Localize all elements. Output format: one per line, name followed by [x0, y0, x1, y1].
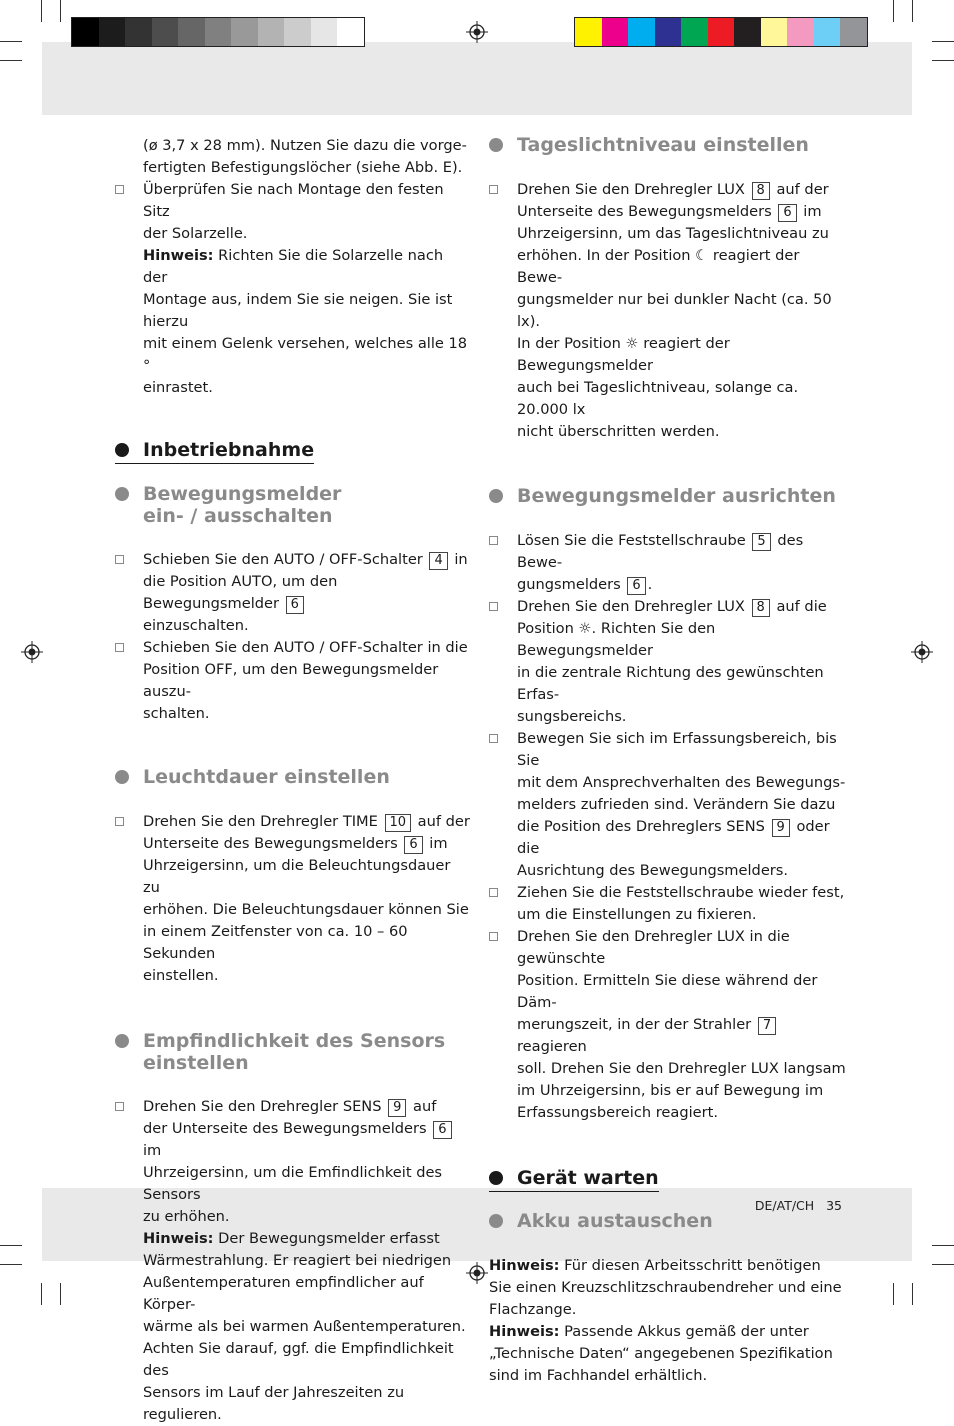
checkbox-bullet-icon [489, 932, 498, 941]
process-color-strip [574, 17, 868, 47]
part-number: 6 [404, 836, 422, 854]
color-swatch [655, 18, 682, 46]
color-swatch [575, 18, 602, 46]
list-item: Drehen Sie den Drehregler LUX 8 auf der Unterseite des Bewegungsmelders 6 im Uhrzeigersinn, um das Tageslichtniveau zu erhöhen. In der Position ☾ reagiert der Bewe- gungsmelder nur bei dunkler Nacht (ca. 50 lx). In der Position ☼ reagiert der Bewegungsmelder auch bei Tageslichtniveau, solange ca. 20.000 lx nicht überschritten werden. [489, 179, 849, 443]
crop-mark [893, 1283, 894, 1305]
page-number: 35 [826, 1198, 842, 1213]
checkbox-bullet-icon [115, 555, 124, 564]
part-number: 9 [772, 819, 790, 837]
color-swatch [840, 18, 867, 46]
hint-label: Hinweis: [489, 1323, 560, 1340]
color-swatch [787, 18, 814, 46]
crop-mark [41, 0, 42, 22]
checkbox-bullet-icon [489, 888, 498, 897]
bullet-dot-icon [489, 138, 503, 152]
color-swatch [284, 18, 311, 46]
registration-mark-icon [911, 641, 933, 663]
bullet-dot-icon [489, 1171, 503, 1185]
list-item: Drehen Sie den Drehregler LUX 8 auf die Position ☼. Richten Sie den Bewegungsmelder in die zentrale Richtung des gewünschten Erfas- sungsbereichs. [489, 596, 849, 728]
bullet-dot-icon [489, 1214, 503, 1228]
checkbox-bullet-icon [489, 602, 498, 611]
crop-mark [912, 0, 913, 22]
crop-mark [912, 1283, 913, 1305]
hint-label: Hinweis: [143, 247, 214, 264]
crop-mark [932, 1264, 954, 1265]
color-swatch [311, 18, 338, 46]
section-heading: Bewegungsmelder ein- / ausschalten [115, 483, 470, 527]
part-number: 6 [433, 1121, 451, 1139]
section-heading: Gerät warten [489, 1167, 849, 1189]
color-swatch [681, 18, 708, 46]
crop-mark [41, 1283, 42, 1305]
crop-mark [932, 1245, 954, 1246]
color-swatch [602, 18, 629, 46]
crop-mark [932, 60, 954, 61]
part-number: 6 [627, 577, 645, 595]
left-column [115, 135, 470, 1426]
crop-mark [932, 41, 954, 42]
color-swatch [125, 18, 152, 46]
checkbox-bullet-icon [489, 536, 498, 545]
part-number: 6 [286, 596, 304, 614]
bullet-dot-icon [115, 770, 129, 784]
section-heading: Empfindlichkeit des Sensors einstellen [115, 1030, 470, 1074]
checkbox-bullet-icon [115, 817, 124, 826]
color-swatch [761, 18, 788, 46]
crop-mark [893, 0, 894, 22]
checkbox-bullet-icon [489, 734, 498, 743]
bullet-dot-icon [115, 487, 129, 501]
hint-paragraph: Hinweis: Für diesen Arbeitsschritt benötigen Sie einen Kreuzschlitzschraubendreher und eine Flachzange. Hinweis: Passende Akkus gemäß der unter „Technische Daten“ angegebenen Spezifikation sind im Fachhandel erhältlich. [489, 1257, 842, 1384]
locale-label: DE/AT/CH [754, 1198, 815, 1213]
part-number: 5 [752, 533, 770, 551]
list-item: Schieben Sie den AUTO / OFF-Schalter in die Position OFF, um den Bewegungsmelder auszu- schalten. [115, 637, 470, 725]
color-swatch [628, 18, 655, 46]
crop-mark [0, 1245, 22, 1246]
checkbox-bullet-icon [489, 185, 498, 194]
color-swatch [72, 18, 99, 46]
crop-mark [60, 1283, 61, 1305]
part-number: 8 [752, 182, 770, 200]
section-heading: Tageslichtniveau einstellen [489, 134, 849, 156]
grayscale-color-strip [71, 17, 365, 47]
crop-mark [0, 41, 22, 42]
bullet-dot-icon [115, 443, 129, 457]
list-item: Schieben Sie den AUTO / OFF-Schalter 4 in die Position AUTO, um den Bewegungsmelder 6 einzuschalten. [115, 549, 470, 637]
part-number: 6 [778, 204, 796, 222]
crop-mark [60, 0, 61, 22]
intro-line: (ø 3,7 x 28 mm). Nutzen Sie dazu die vorge- [143, 137, 467, 154]
part-number: 4 [429, 552, 447, 570]
color-swatch [814, 18, 841, 46]
print-header-bar [42, 42, 912, 115]
bullet-dot-icon [489, 489, 503, 503]
page-footer [755, 1198, 842, 1213]
checkbox-bullet-icon [115, 643, 124, 652]
color-swatch [152, 18, 179, 46]
section-heading: Akku austauschen [489, 1210, 849, 1232]
color-swatch [337, 18, 364, 46]
section-heading: Inbetriebnahme [115, 439, 470, 461]
bullet-dot-icon [115, 1034, 129, 1048]
color-swatch [734, 18, 761, 46]
color-swatch [205, 18, 232, 46]
color-swatch [178, 18, 205, 46]
intro-line: fertigten Befestigungslöcher (siehe Abb. E). [143, 159, 463, 176]
registration-mark-icon [21, 641, 43, 663]
part-number: 8 [752, 599, 770, 617]
crop-mark [0, 60, 22, 61]
list-item: Überprüfen Sie nach Montage den festen Sitz der Solarzelle. Hinweis: Richten Sie die Solarzelle nach der Montage aus, indem Sie sie neigen. Sie ist hierzu mit einem Gelenk versehen, welches alle 18 ° einrastet. [115, 179, 470, 399]
crop-mark [0, 1264, 22, 1265]
section-heading: Leuchtdauer einstellen [115, 766, 470, 788]
list-item: Bewegen Sie sich im Erfassungsbereich, bis Sie mit dem Ansprechverhalten des Bewegungs- melders zufrieden sind. Verändern Sie dazu die Position des Drehreglers SENS 9 oder die Ausrichtung des Bewegungsmelders. [489, 728, 849, 882]
list-item: Drehen Sie den Drehregler TIME 10 auf der Unterseite des Bewegungsmelders 6 im Uhrzeigersinn, um die Beleuchtungsdauer zu erhöhen. Die Beleuchtungsdauer können Sie in einem Zeitfenster von ca. 10 – 60 Sekunden einstellen. [115, 811, 470, 987]
list-item: Drehen Sie den Drehregler LUX in die gewünschte Position. Ermitteln Sie diese während der Däm- merungszeit, in der der Strahler 7 reagieren soll. Drehen Sie den Drehregler LUX langsam im Uhrzeigersinn, bis er auf Bewegung im Erfassungsbereich reagiert. [489, 926, 849, 1124]
hint-label: Hinweis: [489, 1257, 560, 1274]
registration-mark-icon [466, 21, 488, 43]
color-swatch [99, 18, 126, 46]
color-swatch [231, 18, 258, 46]
part-number: 7 [758, 1017, 776, 1035]
color-swatch [708, 18, 735, 46]
list-item: Drehen Sie den Drehregler SENS 9 auf der Unterseite des Bewegungsmelders 6 im Uhrzeigersinn, um die Emfindlichkeit des Sensors zu erhöhen. Hinweis: Der Bewegungsmelder erfasst Wärmestrahlung. Er reagiert bei niedrigen Außentemperaturen empfindlicher auf Körper- wärme als bei warmen Außentemperaturen. Achten Sie darauf, ggf. die Empfindlichkeit des Sensors im Lauf der Jahreszeiten zu regulieren. [115, 1096, 470, 1426]
part-number: 10 [385, 814, 412, 832]
list-item: Lösen Sie die Feststellschraube 5 des Bewe- gungsmelders 6 . [489, 530, 849, 596]
section-heading: Bewegungsmelder ausrichten [489, 485, 849, 507]
hint-label: Hinweis: [143, 1230, 214, 1247]
color-swatch [258, 18, 285, 46]
checkbox-bullet-icon [115, 1102, 124, 1111]
part-number: 9 [388, 1099, 406, 1117]
checkbox-bullet-icon [115, 185, 124, 194]
list-item: Ziehen Sie die Feststellschraube wieder fest, um die Einstellungen zu fixieren. [489, 882, 849, 926]
